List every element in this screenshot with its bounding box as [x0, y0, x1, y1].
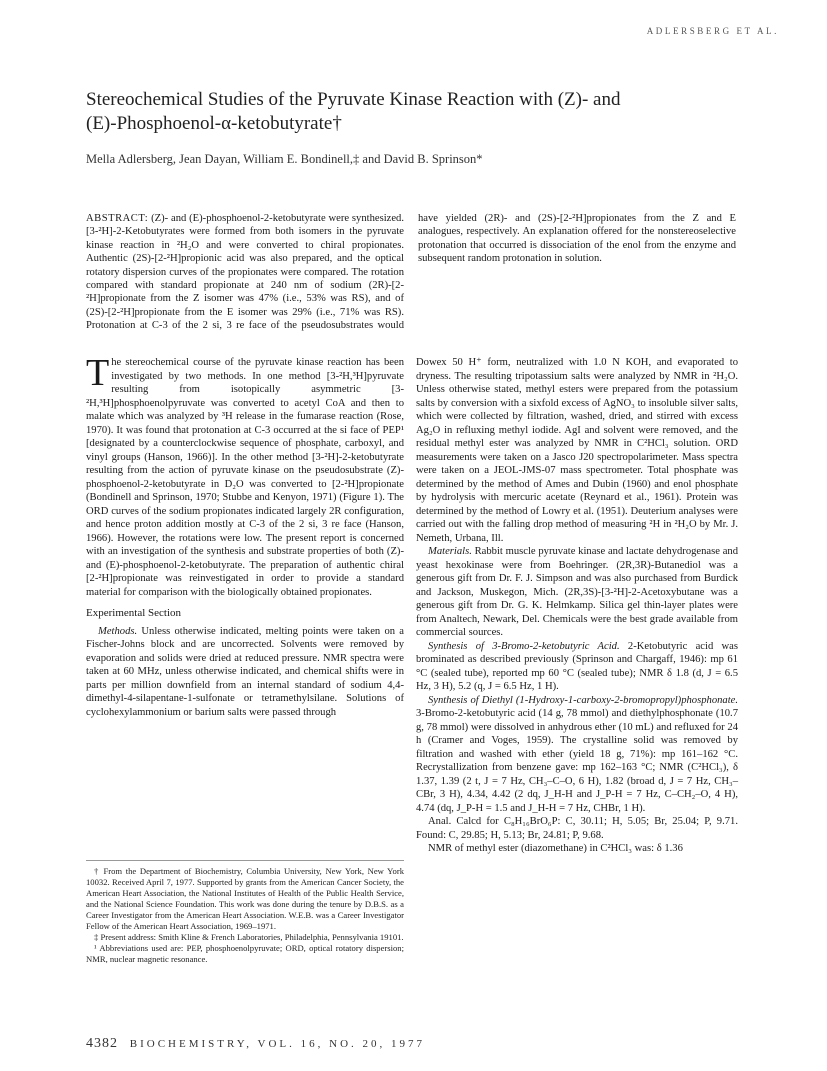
left-column — [86, 352, 404, 719]
title-line-2: (E)-Phosphoenol-α-ketobutyrate† — [86, 113, 342, 134]
footnote-abbreviations: ¹ Abbreviations used are: PEP, phosphoenolpyruvate; ORD, optical rotatory dispersion; NMR, nuclear magnetic resonance. — [86, 943, 404, 964]
page-footer — [86, 1036, 425, 1052]
synthesis-2-text: 3-Bromo-2-ketobutyric acid (14 g, 78 mmol) and diethylphosphonate (10.7 g, 78 mmol) were dissolved in anhydrous ether (10 mL) and refluxed for 24 h (Cramer and Voges, 1959). The crystalline solid was removed by filtration and washed with ether (yield 18 g, 71%): mp 161–162 °C. Recrystallization from benzene gave: mp 162–163 °C; NMR (C²HCl₃), δ 1.37, 1.39 (2 t, J = 7 Hz, CH₃–C–O, 6 H), 1.82 (broad d, J = 7 Hz, CH₃–CBr, 3 H), 4.34, 4.42 (2 dq, J_H-H and J_P-H = 7 Hz, C–CH₂–O, 4 H), 4.74 (dq, J_P-H = 1.5 and J_H-H = 7 Hz, CHBr, 1 H). — [416, 708, 738, 814]
synthesis-1-paragraph — [416, 640, 738, 694]
synthesis-2-label: Synthesis of Diethyl (1-Hydroxy-1-carboxy-2-bromopropyl)phosphonate. — [428, 694, 738, 706]
nmr-paragraph: NMR of methyl ester (diazomethane) in C²HCl₃ was: δ 1.36 — [428, 843, 683, 854]
author-list: Mella Adlersberg, Jean Dayan, William E. Bondinell,‡ and David B. Sprinson* — [86, 152, 483, 166]
journal-citation: BIOCHEMISTRY, VOL. 16, NO. 20, 1977 — [129, 1038, 426, 1050]
methods-text: Unless otherwise indicated, melting points were taken on a Fischer-Johns block and are uncorrected. Solvents were removed by evaporation and solids were dried at reduced pressure. NMR spectra were taken at 60 MHz, unless otherwise indicated, and chemical shifts were in parts per million downfield from an internal standard of sodium 4,4-dimethyl-4-silapentane-1-sulfonate or tetramethylsilane. Solutions of cyclohexylammonium or barium salts were passed through — [86, 625, 404, 718]
intro-text: he stereochemical course of the pyruvate kinase reaction has been investigated by two methods. In one method [3-²H,³H]pyruvate resulting from isotopically asymmetric [3-²H,³H]phosphoenolpyruvate was converted to acetyl CoA and then to malate which was analyzed by ³H release in the fumarase reaction (Rose, 1970). It was found that protonation at C-3 occurred at the si face of PEP¹ [designated by a counterclockwise sequence of phosphate, carboxyl, and vinyl groups (Hanson, 1966)]. In the other method [3-²H]-2-ketobutyrate resulting from the action of pyruvate kinase on the pseudosubstrate (Z)-phosphoenol-2-ketobutyrate in D₂O was converted to [2-²H]propionate (Bondinell and Sprinson, 1970; Stubbe and Kenyon, 1971) (Figure 1). The ORD curves of the sodium propionates indicated largely 2R configuration, and hence proton addition mostly at C-3 of the 2 si, 3 re face (Hanson, 1966). However, the rotations were low. The present report is concerned with an investigation of the synthesis and substrate properties of both (Z)- and (E)-phosphoenol-2-ketobutyrate. The preparation of authentic chiral [2-²H]propionate was reinvestigated in order to provide a standard material for comparison with the biologically obtained propionates. — [86, 357, 404, 598]
right-paragraph-1: Dowex 50 H⁺ form, neutralized with 1.0 N KOH, and evaporated to dryness. The resulting tripotassium salts were analyzed by NMR in ²H₂O. Unless otherwise stated, methyl esters were prepared from the potassium salts by conversion with a sixfold excess of AgNO₃ to insoluble silver salts, which were collected by filtration, washed, dried, and stirred with excess Ag₂O in refluxing methyl iodide. AgI and solvent were removed, and the residual methyl ester was analyzed by NMR in C²HCl₃ solution. ORD measurements were taken on a Jasco J20 spectropolarimeter. Mass spectra were taken on a JEOL-JMS-07 mass spectrometer. Total phosphate was determined by the method of Ames and Dubin (1960) and enol phosphate by hydrolysis with mercuric acetate (Reynard et al., 1961). Protein was determined by the method of Lowry et al. (1951). Deuterium analyses were carried out with the falling drop method of measuring ²H in ²H₂O by Mr. J. Nemeth, Urbana, Ill. — [416, 357, 738, 544]
footnotes — [86, 860, 404, 965]
synthesis-1-text: 2-Ketobutyric acid was brominated as described previously (Sprinson and Chargaff, 1946): mp 61 °C (sealed tube), reported mp 60 °C (sealed tube); NMR δ 1.8 (d, J = 6.5 Hz, 3 H), 5.2 (q, J = 6.5 Hz, 1 H). — [416, 640, 738, 692]
abstract-text: (Z)- and (E)-phosphoenol-2-ketobutyrate were synthesized. [3-²H]-2-Ketobutyrates were formed from both isomers in the pyruvate kinase reaction in ²H₂O and were converted to chiral propionates. Authentic (2S)-[2-²H]propionic acid was also prepared, and the optical rotatory dispersion curves of the propionates were compared. The rotation compared with standard propionate at 240 nm of sodium (2R)-[2-²H]propionate from the Z isomer was 47% (i.e., 53% was RS), and of (2S)-[2-²H]propionate from the E isomer was 29% (i.e., 71% was RS). Protonation at C-3 of the 2 si, 3 re face of the pseudosubstrates would have yielded (2R)- and (2S)-[2-²H]propionates from the Z and E analogues, respectively. An explanation offered for the nonstereoselective protonation that occurred is dissociation of the enol from the enzyme and subsequent random protonation in solution. — [86, 213, 736, 332]
materials-paragraph — [416, 545, 738, 640]
right-column — [416, 356, 738, 856]
running-head: ADLERSBERG ET AL. — [646, 26, 779, 36]
analysis-paragraph: Anal. Calcd for C₈H₁₆BrO₆P: C, 30.11; H, 5.05; Br, 25.04; P, 9.71. Found: C, 29.85; H, 5.13; Br, 24.81; P, 9.68. — [416, 816, 738, 841]
title-line-1: Stereochemical Studies of the Pyruvate Kinase Reaction with (Z)- and — [86, 89, 621, 110]
materials-label: Materials. — [428, 546, 472, 557]
synthesis-2-paragraph — [416, 694, 738, 816]
abstract — [86, 212, 736, 344]
article-title — [86, 88, 726, 136]
footnote-present-address: ‡ Present address: Smith Kline & French Laboratories, Philadelphia, Pennsylvania 19101. — [94, 932, 404, 942]
methods-label: Methods. — [98, 625, 138, 637]
materials-text: Rabbit muscle pyruvate kinase and lactate dehydrogenase and yeast hexokinase were from Boehringer. (2R,3R)-Butanediol was a generous gift from Dr. F. J. Simpson and was also purchased from Burdick and Jackson, Muskegon, Mich. (2R,3S)-[3-²H]-2-Acetoxybutane was a generous gift from Dr. G. K. Helmkamp. Silica gel thin-layer plates were from Analtech, Newark, Del. Chemicals were the best grade available from commercial sources. — [416, 546, 738, 638]
abstract-label: ABSTRACT: — [86, 213, 149, 224]
footnote-affiliation: † From the Department of Biochemistry, Columbia University, New York, New York 10032. Received April 7, 1977. Supported by grants from the American Cancer Society, the American Heart Association, the National Institutes of Health of the Public Health Service, and the National Science Foundation. This work was done during the tenure by D.B.S. as a Career Investigator from the American Heart Association. W.E.B. was a Career Investigator Fellow of the American Heart Association, 1969–1971. — [86, 866, 404, 931]
intro-paragraph — [86, 352, 404, 599]
synthesis-1-label: Synthesis of 3-Bromo-2-ketobutyric Acid. — [428, 640, 620, 652]
drop-cap: T — [86, 352, 110, 394]
methods-paragraph — [86, 625, 404, 720]
page-number: 4382 — [86, 1036, 118, 1051]
section-heading: Experimental Section — [86, 607, 181, 619]
